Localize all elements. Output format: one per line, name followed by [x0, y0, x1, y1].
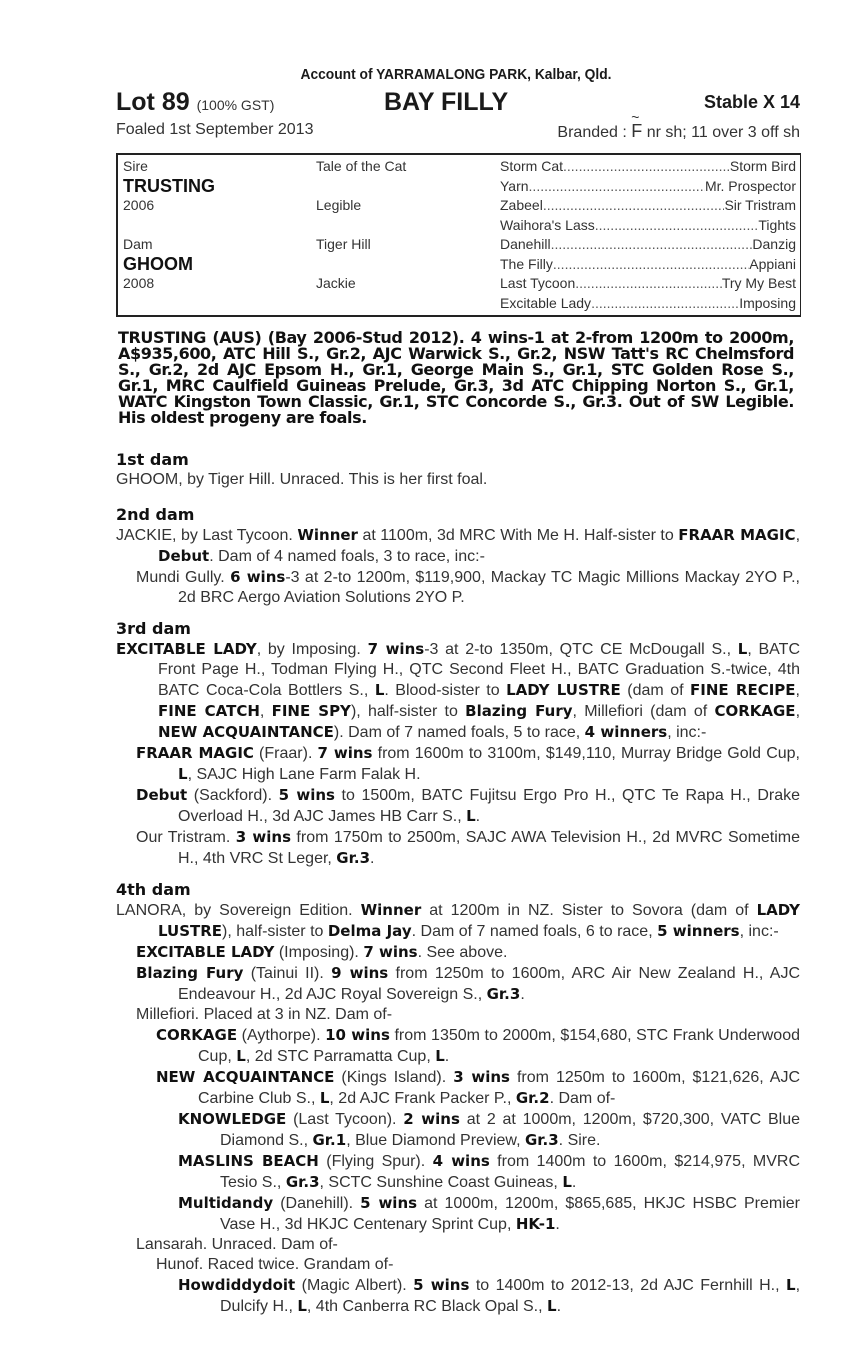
bold-text: Winner: [297, 526, 358, 544]
pedigree-row: [118, 275, 800, 295]
bold-text: HK-1: [515, 1215, 556, 1233]
text-run: from 1250m to 1600m, $121,626, AJC Carbine Club S.,: [198, 1069, 801, 1107]
bold-text: Debut: [136, 786, 188, 804]
leader-dots: [529, 178, 705, 194]
bold-text: EXCITABLE LADY: [116, 640, 257, 658]
ancestor-name: Waihora's Lass: [500, 216, 595, 233]
third-dam-section: [116, 619, 800, 869]
bold-text: NEW ACQUAINTANCE: [156, 1068, 335, 1086]
pedigree-col3: [500, 197, 796, 213]
pedigree-row: [118, 158, 800, 178]
leader-dots: [543, 197, 725, 213]
bold-text: 5 wins: [360, 1194, 418, 1212]
ancestor-name: Zabeel: [500, 197, 543, 213]
progeny-entry: [116, 1255, 800, 1275]
progeny-entry: [116, 1193, 800, 1235]
text-run: , SAJC High Lane Farm Falak H.: [187, 766, 421, 783]
progeny-entry: [116, 743, 800, 785]
bold-text: L: [297, 1297, 307, 1315]
bold-text: 4 wins: [432, 1152, 490, 1170]
pedigree-col3: [500, 236, 796, 252]
text-run: . Dam of 7 named foals, 6 to race,: [411, 923, 658, 940]
text-run: (Last Tycoon).: [286, 1111, 404, 1128]
text-run: , 2d STC Parramatta Cup,: [245, 1048, 436, 1065]
text-run: (Aythorpe).: [237, 1027, 326, 1044]
text-run: (dam of: [620, 682, 691, 699]
pedigree-col1: Dam: [123, 236, 153, 252]
text-run: , SCTC Sunshine Coast Guineas,: [319, 1174, 563, 1191]
bold-text: L: [178, 765, 188, 783]
text-run: ), half-sister to: [222, 923, 328, 940]
text-run: ,: [795, 703, 801, 720]
branded-detail: nr sh; 11 over 3 off sh: [646, 124, 800, 141]
text-run: Millefiori. Placed at 3 in NZ. Dam of-: [136, 1006, 393, 1023]
text-run: at 2 at 1000m, 1200m, $720,300, VATC Blue Diamond S.,: [220, 1111, 800, 1149]
brand-mark-icon: ~ F: [631, 109, 643, 141]
bold-text: FRAAR MAGIC: [136, 744, 254, 762]
bold-text: L: [466, 807, 476, 825]
text-run: (Magic Albert).: [295, 1277, 414, 1294]
bold-text: EXCITABLE LADY: [136, 943, 275, 961]
pedigree-col1: 2008: [123, 275, 155, 291]
text-run: to 1500m, BATC Fujitsu Ergo Pro H., QTC Te Rapa H., Drake Overload H., 3d AJC James HB Carr S.,: [178, 787, 800, 825]
bold-text: CORKAGE: [714, 702, 796, 720]
vendor-account: Account of YARRAMALONG PARK, Kalbar, Qld.: [300, 66, 612, 83]
gst-note: (100% GST): [196, 97, 275, 113]
bold-text: 3 wins: [453, 1068, 510, 1086]
ancestor-sire: Storm Bird: [729, 158, 796, 174]
text-run: .: [571, 1174, 577, 1191]
progeny-entry: [116, 963, 800, 1005]
ancestor-name: Excitable Lady: [500, 294, 592, 311]
progeny-entry: [116, 1235, 800, 1255]
progeny-entry: [116, 1025, 800, 1067]
pedigree-col3: [500, 217, 796, 233]
text-run: from 1350m to 2000m, $154,680, STC Frank Underwood Cup,: [198, 1027, 800, 1065]
ancestor-name: Storm Cat: [500, 158, 564, 174]
bold-text: L: [737, 640, 748, 658]
text-run: .: [555, 1216, 560, 1233]
pedigree-row: [118, 197, 800, 217]
bold-text: KNOWLEDGE: [178, 1110, 287, 1128]
text-run: , by Imposing.: [256, 641, 368, 658]
text-run: (Imposing).: [274, 944, 364, 961]
pedigree-col3: [500, 275, 796, 291]
text-run: , inc:-: [667, 724, 707, 741]
text-run: .: [370, 850, 375, 867]
text-run: .: [520, 986, 525, 1003]
bold-text: 10 wins: [325, 1026, 390, 1044]
text-run: at 1000m, 1200m, $865,685, HKJC HSBC Premier Vase H., 3d HKJC Centenary Sprint Cup,: [220, 1195, 800, 1233]
bold-text: L: [374, 681, 385, 699]
text-run: Mundi Gully.: [136, 569, 231, 586]
foaled-date: Foaled 1st September 2013: [116, 121, 314, 138]
text-run: JACKIE, by Last Tycoon.: [116, 527, 298, 544]
bold-text: Gr.2: [515, 1089, 550, 1107]
text-run: , 2d AJC Frank Packer P.,: [329, 1090, 516, 1107]
bold-text: Winner: [360, 901, 422, 919]
second-dam-section: [116, 505, 800, 608]
text-run: from 1400m to 1600m, $214,975, MVRC Tesio S.,: [220, 1153, 801, 1191]
bold-text: 5 winners: [657, 922, 740, 940]
bold-text: FINE SPY: [271, 702, 351, 720]
text-run: (Kings Island).: [334, 1069, 454, 1086]
bold-text: Gr.3: [486, 985, 521, 1003]
dam-paragraph: [116, 525, 800, 567]
ancestor-sire: Imposing: [739, 294, 796, 311]
text-run: from 1750m to 2500m, SAJC AWA Television H., 2d MVRC Sometime H., 4th VRC St Leger,: [178, 829, 801, 867]
text-run: from 1250m to 1600m, ARC Air New Zealand H., AJC Endeavour H., 2d AJC Royal Sovereign S.,: [178, 965, 801, 1003]
bold-text: Debut: [158, 547, 210, 565]
text-run: . Dam of 4 named foals, 3 to race, inc:-: [209, 548, 485, 565]
bold-text: Blazing Fury: [136, 964, 244, 982]
bold-text: L: [786, 1276, 796, 1294]
progeny-entry: [116, 827, 800, 869]
pedigree-col2: Tiger Hill: [316, 236, 371, 252]
leader-dots: [591, 295, 739, 311]
bold-text: L: [435, 1047, 445, 1065]
pedigree-col1: GHOOM: [123, 253, 193, 274]
dam-paragraph: [116, 900, 800, 942]
bold-text: 5 wins: [278, 786, 335, 804]
bold-text: 9 wins: [331, 964, 389, 982]
ancestor-name: Yarn: [500, 177, 529, 194]
text-run: , inc:-: [739, 923, 779, 940]
section-heading: 1st dam: [116, 450, 189, 469]
bold-text: 4 winners: [584, 723, 668, 741]
progeny-entry: [116, 1275, 800, 1317]
bold-text: LADY LUSTRE: [506, 681, 621, 699]
pedigree-row: [118, 253, 800, 276]
branded-label: Branded :: [557, 124, 627, 141]
text-run: Lansarah. Unraced. Dam of-: [136, 1236, 338, 1253]
bold-text: Gr.3: [336, 849, 371, 867]
bold-text: 5 wins: [413, 1276, 470, 1294]
text-run: Our Tristram.: [136, 829, 236, 846]
horse-description: BAY FILLY: [384, 88, 509, 116]
text-run: . Sire.: [558, 1132, 601, 1149]
progeny-entry: [116, 942, 800, 963]
bold-text: CORKAGE: [156, 1026, 238, 1044]
lot-label: Lot 89: [116, 88, 190, 116]
lot-header: [116, 88, 800, 118]
text-run: . Dam of-: [549, 1090, 616, 1107]
pedigree-col3: [500, 295, 796, 311]
ancestor-name: Last Tycoon: [500, 275, 576, 291]
text-run: . Blood-sister to: [384, 682, 507, 699]
bold-text: LADY LUSTRE: [158, 901, 800, 940]
stable-location: Stable X 14: [703, 92, 800, 112]
pedigree-col1: TRUSTING: [123, 175, 215, 196]
text-run: , 4th Canberra RC Black Opal S.,: [306, 1298, 548, 1315]
pedigree-col3: [500, 158, 796, 174]
text-run: ,: [795, 527, 801, 544]
text-run: .: [444, 1048, 450, 1065]
text-run: , BATC Front Page H., Todman Flying H., QTC Second Fleet H., BATC Graduation S.-twice, 4th BATC Coca-Cola Bottlers S.,: [158, 641, 800, 699]
text-run: -3 at 2-to 1350m, QTC CE McDougall S.,: [424, 641, 738, 658]
text-run: to 1400m to 2012-13, 2d AJC Fernhill H.,: [469, 1277, 786, 1294]
bold-text: L: [319, 1089, 330, 1107]
bold-text: Gr.3: [524, 1131, 559, 1149]
text-run: Hunof. Raced twice. Grandam of-: [156, 1256, 394, 1273]
bold-text: 7 wins: [367, 640, 425, 658]
progeny-entry: [116, 1151, 800, 1193]
text-run: ), half-sister to: [350, 703, 466, 720]
first-dam-text: GHOOM, by Tiger Hill. Unraced. This is her first foal.: [116, 471, 488, 488]
text-run: .: [475, 808, 481, 825]
bold-text: Gr.3: [285, 1173, 320, 1191]
bold-text: MASLINS BEACH: [178, 1152, 319, 1170]
ancestor-sire: Sir Tristram: [724, 197, 796, 213]
pedigree-row: [118, 175, 800, 198]
progeny-entry: [116, 1067, 800, 1109]
section-heading: 4th dam: [116, 880, 191, 899]
text-run: (Danehill).: [273, 1195, 361, 1212]
dam-paragraph: [116, 639, 800, 743]
ancestor-sire: Danzig: [752, 236, 796, 252]
bold-text: Blazing Fury: [465, 702, 573, 720]
leader-dots: [595, 217, 759, 233]
section-heading: 3rd dam: [116, 619, 191, 638]
progeny-entry: [116, 785, 800, 827]
bold-text: 3 wins: [235, 828, 291, 846]
bold-text: 2 wins: [403, 1110, 460, 1128]
ancestor-sire: Try My Best: [721, 275, 796, 291]
bold-text: L: [236, 1047, 246, 1065]
text-run: , Blue Diamond Preview,: [346, 1132, 525, 1149]
text-run: , Millefiori (dam of: [572, 703, 715, 720]
pedigree-col1: 2006: [123, 197, 155, 213]
pedigree-col2: Jackie: [316, 275, 356, 291]
bold-text: 7 wins: [363, 943, 418, 961]
pedigree-col3: [500, 256, 796, 272]
text-run: ,: [795, 682, 800, 699]
pedigree-col3: [500, 178, 796, 194]
ancestor-name: Danehill: [500, 236, 551, 252]
bold-text: FINE RECIPE: [690, 681, 796, 699]
sire-biography: TRUSTING (AUS) (Bay 2006-Stud 2012). 4 wins-1 at 2-from 1200m to 2000m, A$935,600, ATC Hill S., Gr.2, AJC Warwick S., Gr.2, NSW Tatt's RC Chelmsford S., Gr.2, 2d AJC Epsom H., Gr.1, George Main S., Gr.1, STC Golden Rose S., Gr.1, MRC Caulfield Guineas Prelude, Gr.3, 3d ATC Chipping Norton S., Gr.1, WATC Kingston Town Classic, Gr.1, STC Concorde S., Gr.3. Out of SW Legible. His oldest progeny are foals.: [118, 328, 794, 427]
bold-text: 6 wins: [230, 568, 286, 586]
text-run: -3 at 2-to 1200m, $119,900, Mackay TC Magic Millions Mackay 2YO P., 2d BRC Aergo Aviation Solutions 2YO P.: [178, 569, 800, 606]
leader-dots: [563, 158, 730, 174]
ancestor-sire: Appiani: [749, 255, 796, 272]
leader-dots: [553, 256, 749, 272]
pedigree-row: [118, 295, 800, 315]
text-run: .: [556, 1298, 562, 1315]
ancestor-sire: Mr. Prospector: [704, 177, 796, 194]
bold-text: L: [562, 1173, 572, 1191]
section-heading: 2nd dam: [116, 505, 195, 524]
pedigree-row: [118, 236, 800, 256]
text-run: . See above.: [417, 944, 508, 961]
leader-dots: [575, 275, 722, 291]
bold-text: FINE CATCH: [158, 702, 260, 720]
text-run: (Flying Spur).: [318, 1153, 433, 1170]
pedigree-col1: Sire: [123, 158, 148, 174]
bold-text: L: [547, 1297, 557, 1315]
text-run: (Fraar).: [253, 745, 318, 762]
text-run: ). Dam of 7 named foals, 5 to race,: [333, 724, 585, 741]
bold-text: NEW ACQUAINTANCE: [158, 723, 334, 741]
text-run: (Tainui II).: [243, 965, 332, 982]
text-run: at 1100m, 3d MRC With Me H. Half-sister to: [357, 527, 679, 544]
progeny-entry: [116, 567, 800, 608]
bold-text: Delma Jay: [327, 922, 412, 940]
pedigree-row: [118, 217, 800, 237]
text-run: from 1600m to 3100m, $149,110, Murray Bridge Gold Cup,: [372, 745, 800, 762]
fourth-dam-section: [116, 880, 800, 1317]
pedigree-table: [116, 153, 801, 317]
brand-info: [557, 109, 800, 142]
text-run: (Sackford).: [187, 787, 279, 804]
pedigree-col2: Tale of the Cat: [316, 158, 407, 174]
bold-text: FRAAR MAGIC: [678, 526, 796, 544]
bold-text: Multidandy: [178, 1194, 274, 1212]
bold-text: 7 wins: [317, 744, 373, 762]
progeny-entry: [116, 1005, 800, 1025]
text-run: at 1200m in NZ. Sister to Sovora (dam of: [421, 902, 757, 919]
ancestor-sire: Tights: [758, 216, 796, 233]
leader-dots: [551, 236, 753, 252]
progeny-entry: [116, 1109, 800, 1151]
first-dam-section: [116, 450, 800, 490]
ancestor-name: The Filly: [500, 255, 553, 272]
text-run: , Dulcify H.,: [220, 1277, 801, 1315]
pedigree-col2: Legible: [316, 197, 362, 213]
bold-text: Howdiddydoit: [178, 1276, 296, 1294]
lot-number: [116, 88, 274, 117]
text-run: ,: [259, 703, 272, 720]
bold-text: Gr.1: [312, 1131, 347, 1149]
text-run: LANORA, by Sovereign Edition.: [116, 902, 361, 919]
